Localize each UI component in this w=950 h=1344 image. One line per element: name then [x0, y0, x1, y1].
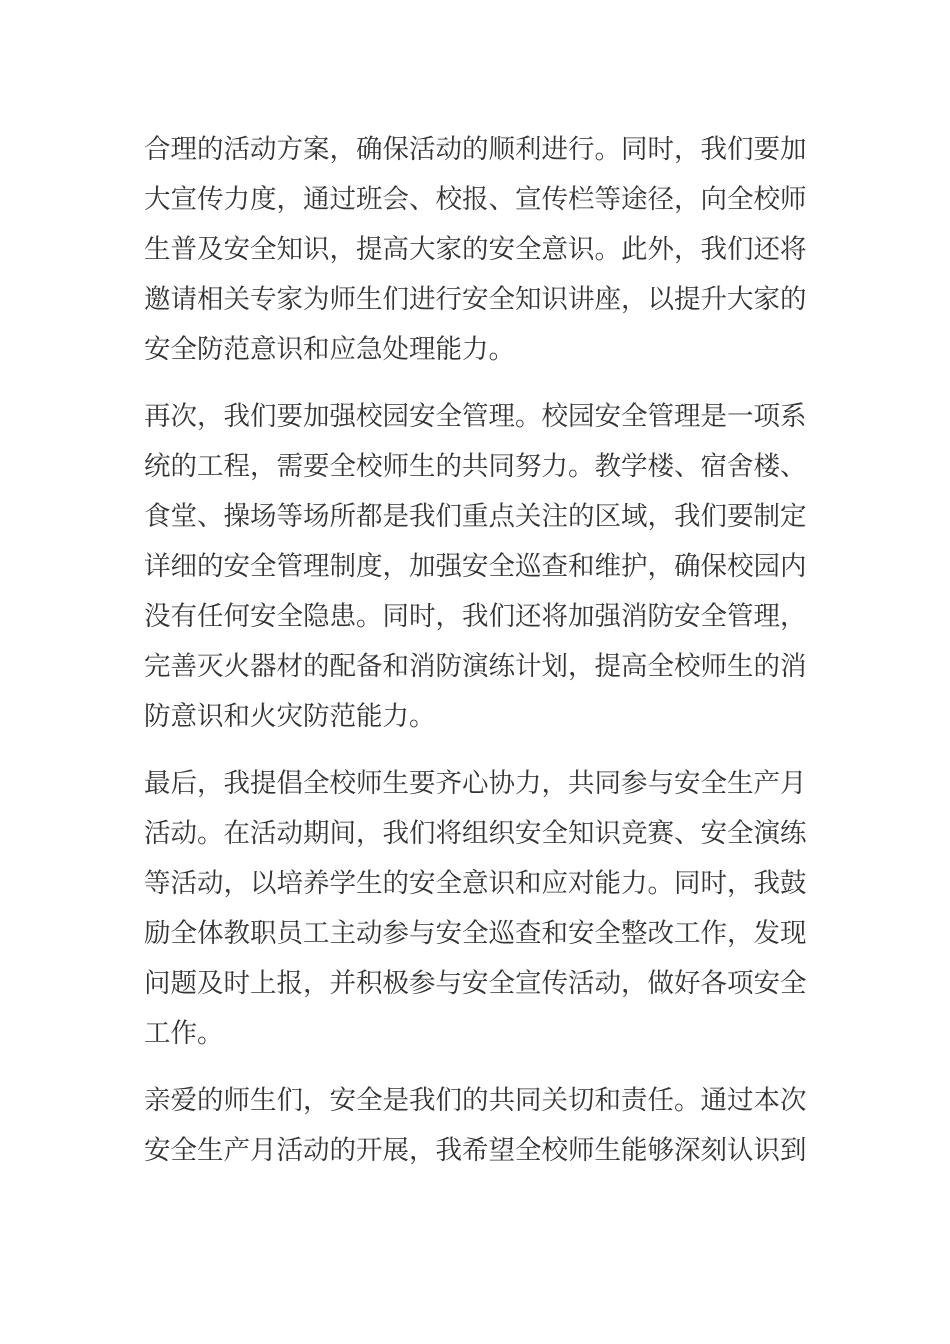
text-line: 安全生产月活动的开展，我希望全校师生能够深刻认识到	[144, 1135, 807, 1166]
text-line: 最后，我提倡全校师生要齐心协力，共同参与安全生产月	[144, 768, 807, 799]
text-line: 食堂、操场等场所都是我们重点关注的区域，我们要制定	[144, 501, 807, 532]
paragraph-closing	[144, 1076, 810, 1176]
text-line: 安全防范意识和应急处理能力。	[144, 334, 515, 365]
text-line: 合理的活动方案，确保活动的顺利进行。同时，我们要加	[144, 134, 807, 165]
text-line: 大宣传力度，通过班会、校报、宣传栏等途径，向全校师	[144, 184, 807, 215]
paragraph-activity-plan	[144, 125, 810, 375]
text-line: 再次，我们要加强校园安全管理。校园安全管理是一项系	[144, 401, 807, 432]
text-line: 邀请相关专家为师生们进行安全知识讲座，以提升大家的	[144, 284, 807, 315]
text-line: 防意识和火灾防范能力。	[144, 701, 436, 732]
text-line: 亲爱的师生们，安全是我们的共同关切和责任。通过本次	[144, 1085, 807, 1116]
text-line: 等活动，以培养学生的安全意识和应对能力。同时，我鼓	[144, 868, 807, 899]
text-line: 完善灭火器材的配备和消防演练计划，提高全校师生的消	[144, 651, 807, 682]
text-line: 详细的安全管理制度，加强安全巡查和维护，确保校园内	[144, 551, 807, 582]
document-body	[144, 125, 810, 1176]
paragraph-participation	[144, 759, 810, 1059]
text-line: 活动。在活动期间，我们将组织安全知识竞赛、安全演练	[144, 818, 807, 849]
text-line: 生普及安全知识，提高大家的安全意识。此外，我们还将	[144, 234, 807, 265]
text-line: 励全体教职员工主动参与安全巡查和安全整改工作，发现	[144, 918, 807, 949]
paragraph-campus-safety	[144, 392, 810, 742]
text-line: 统的工程，需要全校师生的共同努力。教学楼、宿舍楼、	[144, 451, 807, 482]
text-line: 没有任何安全隐患。同时，我们还将加强消防安全管理，	[144, 601, 807, 632]
text-line: 工作。	[144, 1018, 224, 1049]
text-line: 问题及时上报，并积极参与安全宣传活动，做好各项安全	[144, 968, 807, 999]
